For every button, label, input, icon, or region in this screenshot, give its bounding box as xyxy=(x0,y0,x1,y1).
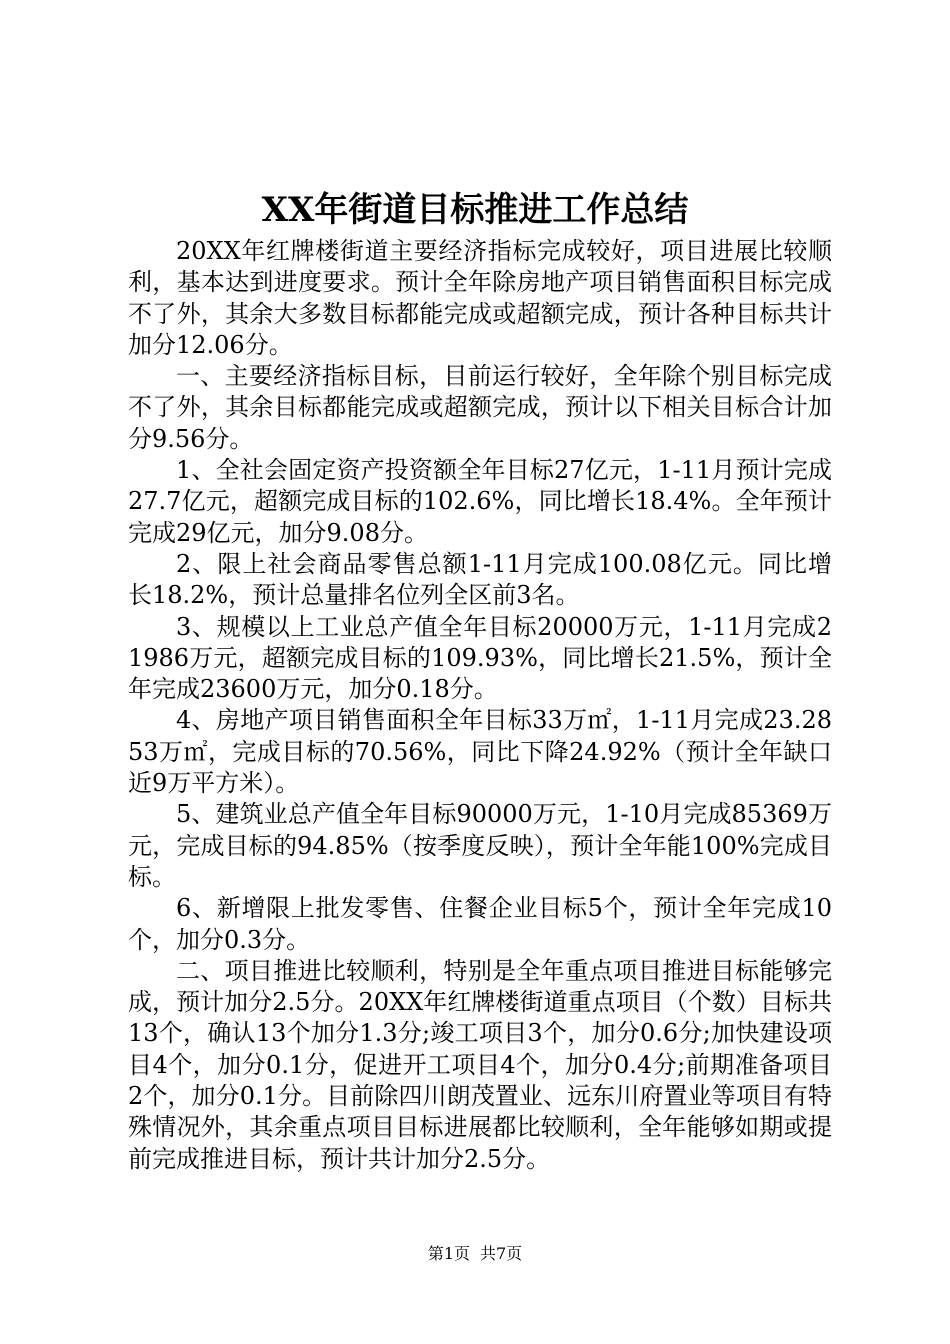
paragraph-item-2: 2、限上社会商品零售总额1-11月完成100.08亿元。同比增长18.2%，预计总量排名位列全区前3名。 xyxy=(128,549,832,610)
paragraph-item-1: 1、全社会固定资产投资额全年目标27亿元，1-11月预计完成27.7亿元，超额完成目标的102.6%，同比增长18.4%。全年预计完成29亿元，加分9.08分。 xyxy=(128,456,832,547)
paragraph-item-4: 4、房地产项目销售面积全年目标33万㎡，1-11月完成23.2853万㎡，完成目标的70.56%，同比下降24.92%（预计全年缺口近9万平方米）。 xyxy=(128,706,832,798)
paragraph-item-3: 3、规模以上工业总产值全年目标20000万元，1-11月完成21986万元，超额完成目标的109.93%，同比增长21.5%，预计全年完成23600万元，加分0.18分。 xyxy=(128,612,832,704)
paragraph-section-1: 一、主要经济指标目标，目前运行较好，全年除个别目标完成不了外，其余目标都能完成或超额完成，预计以下相关目标合计加分9.56分。 xyxy=(128,362,832,453)
paragraph-section-2: 二、项目推进比较顺利，特别是全年重点项目推进目标能够完成，预计加分2.5分。20XX年红牌楼街道重点项目（个数）目标共13个，确认13个加分1.3分;竣工项目3个，加分0.6分;加快建设项目4个，加分0.1分，促进开工项目4个，加分0.4分;前期准备项目2个，加分0.1分。目前除四川朗茂置业、远东川府置业等项目有特殊情况外，其余重点项目目标进展都比较顺利，全年能够如期或提前完成推进目标，预计共计加分2.5分。 xyxy=(128,956,832,1173)
page-footer xyxy=(0,1244,950,1264)
paragraph-intro: 20XX年红牌楼街道主要经济指标完成较好，项目进展比较顺利，基本达到进度要求。预计全年除房地产项目销售面积目标完成不了外，其余大多数目标都能完成或超额完成，预计各种目标共计加分12.06分。 xyxy=(128,237,832,359)
page-total: 共7页 xyxy=(480,1244,523,1263)
document-body xyxy=(128,236,832,1175)
paragraph-item-6: 6、新增限上批发零售、住餐企业目标5个，预计全年完成10个，加分0.3分。 xyxy=(128,894,832,954)
document-title: XX年街道目标推进工作总结 xyxy=(261,190,689,230)
paragraph-item-5: 5、建筑业总产值全年目标90000万元，1-10月完成85369万元，完成目标的94.85%（按季度反映），预计全年能100%完成目标。 xyxy=(128,800,832,891)
page-number: 第1页 xyxy=(427,1244,470,1263)
